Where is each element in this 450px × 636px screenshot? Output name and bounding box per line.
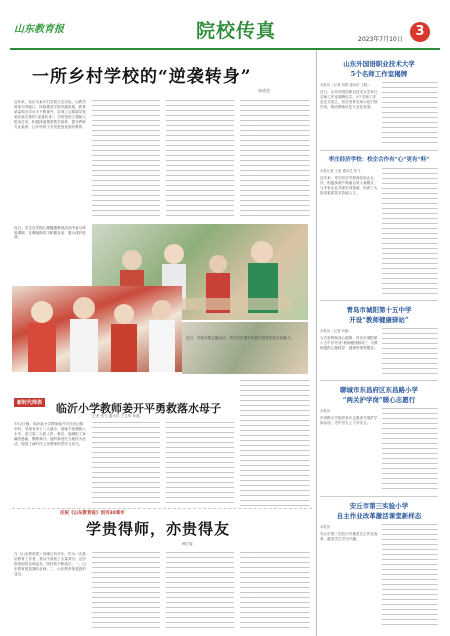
photo-students <box>12 286 182 372</box>
right-article-3-body-col-2 <box>382 328 438 376</box>
feature-byline: 记者 张飞 通讯员 王文伟 孙磊 <box>92 414 140 418</box>
series-body-col-1: 与《山东教育报》结缘已有多年，作为一名基层教育工作者，我从中汲取了大量养分。这份报纸如同良师益友，陪伴我不断成长。一、山东教育报是我的良师；二、山东教育报是我的益友。 <box>14 552 86 576</box>
right-article-3-headline-1: 青岛市城阳第十五中学 <box>346 306 412 314</box>
right-article-3-body: 为关爱教师身心健康，青岛市城阳第十五中学开设“教师健康驿站”，为教师提供心理疏导、健康咨询等服务。 <box>320 336 378 350</box>
right-article-4-byline: 本报讯 <box>320 409 331 413</box>
right-article-4-headline-1: 聊城市东昌府区东昌路小学 <box>340 386 418 394</box>
series-divider <box>12 508 312 509</box>
lead-headline: 一所乡村学校的“逆袭转身” <box>32 67 252 87</box>
right-article-4-body-col-2 <box>382 408 438 492</box>
feature-body-col-1: 7月2日晚，临沂某小学教师姜开平在河边散步时，发现有母子二人落水，他毫不犹豫跳入水中，奋力将二人救上岸。事后，他婉拒了家属的感谢，默默离开。他的事迹在当地传为佳话，展现了新时代人民教师的责任与担当。 <box>14 422 86 446</box>
photo-bottom-caption: 近日，学校开展主题活动，学生们在课外实践中感受传统文化魅力。 <box>186 336 294 340</box>
series-headline: 学贵得师，亦贵得友 <box>86 520 231 538</box>
right-separator-3 <box>320 380 438 381</box>
right-separator-1 <box>320 150 438 151</box>
issue-date: 2023年7月10日 <box>358 36 403 43</box>
right-article-2-headline: 枣庄经济学校：校企合作有“心”更有“料” <box>328 157 430 163</box>
right-article-3-headline-2: 开设“教师健康驿站” <box>349 316 409 324</box>
series-body-col-3 <box>166 552 234 632</box>
right-separator-4 <box>320 496 438 497</box>
right-article-3-byline: 本报讯（记者 刘丽） <box>320 329 352 333</box>
photo-top-caption: 近日，学生在学校心理健康教育活动中参与体验课程，在教师指导下积极互动、展示成长收获。 <box>14 226 86 240</box>
right-article-2-byline: 本报记者 王原 通讯员 张飞 <box>320 169 361 173</box>
lead-byline: 宋成良 <box>258 88 270 93</box>
lead-body-col-3 <box>166 100 234 220</box>
feature-tag: 新时代师表 <box>14 398 45 407</box>
page-number-badge: 3 <box>410 22 430 42</box>
right-article-4-body: 东昌路小学组织家长志愿者开展护学岗活动，守护学生上下学安全。 <box>320 416 378 425</box>
lead-body-col-1: 近年来，临沂市某乡村学校立足实际，以教学改革为突破口，持续推进学校内涵发展，教育质量和办学水平不断提升，实现了从薄弱学校到区域名校的“逆袭转身”。学校坚持立德树人根本任务，积极探索课堂教学改革，提升教师专业素养，让乡村孩子享受更加优质的教育。 <box>14 100 86 129</box>
right-article-1-body: 近日，山东外国语职业技术大学举行名师工作室揭牌仪式，5个名师工作室正式成立，旨在发挥名师示范引领作用，推动教师队伍专业化发展。 <box>320 90 378 109</box>
right-article-1-headline-1: 山东外国语职业技术大学 <box>343 60 415 68</box>
series-body-col-4 <box>240 552 310 632</box>
lead-body-col-2 <box>92 100 160 220</box>
right-article-5-byline: 本报讯 <box>320 525 331 529</box>
feature-headline: 临沂小学教师姜开平勇救落水母子 <box>56 402 221 415</box>
feature-body-col-2 <box>92 422 160 506</box>
right-article-1-body-col-2 <box>382 82 438 146</box>
right-article-2-body: 近年来，枣庄经济学校深化校企合作，积极探索产教融合育人新模式，与多家企业共建实训基地，培养了大批高素质技术技能人才。 <box>320 176 378 195</box>
right-article-1-byline: 本报讯（记者 刘燕 通讯员 王晓） <box>320 83 371 87</box>
lead-body-col-4 <box>240 100 310 220</box>
right-article-2-body-col-2 <box>382 168 438 296</box>
right-article-1-headline-2: 5个名师工作室揭牌 <box>350 70 408 78</box>
right-article-4-headline-2: “两关护学岗”暖心志愿行 <box>342 396 416 404</box>
lead-body-continued <box>240 380 310 506</box>
right-article-5-body-col-2 <box>382 524 438 628</box>
series-body-col-2 <box>92 552 160 632</box>
right-article-5-body: 安丘市第三实验小学推进自主作业改革，激发学生学习兴趣。 <box>320 532 378 541</box>
right-article-5-headline-1: 安丘市第三实验小学 <box>349 502 409 510</box>
right-article-5-headline-2: 自主作业改革激活课堂新样态 <box>336 512 422 520</box>
feature-body-col-3 <box>166 422 234 506</box>
photo-students-figures <box>12 286 182 372</box>
section-title: 院校传真 <box>196 20 277 42</box>
right-separator-2 <box>320 300 438 301</box>
newspaper-logo: 山东教育报 <box>14 24 64 35</box>
series-banner: 庆祝《山东教育报》创刊30周年 <box>60 511 125 516</box>
series-byline: 韩万春 <box>182 542 193 546</box>
